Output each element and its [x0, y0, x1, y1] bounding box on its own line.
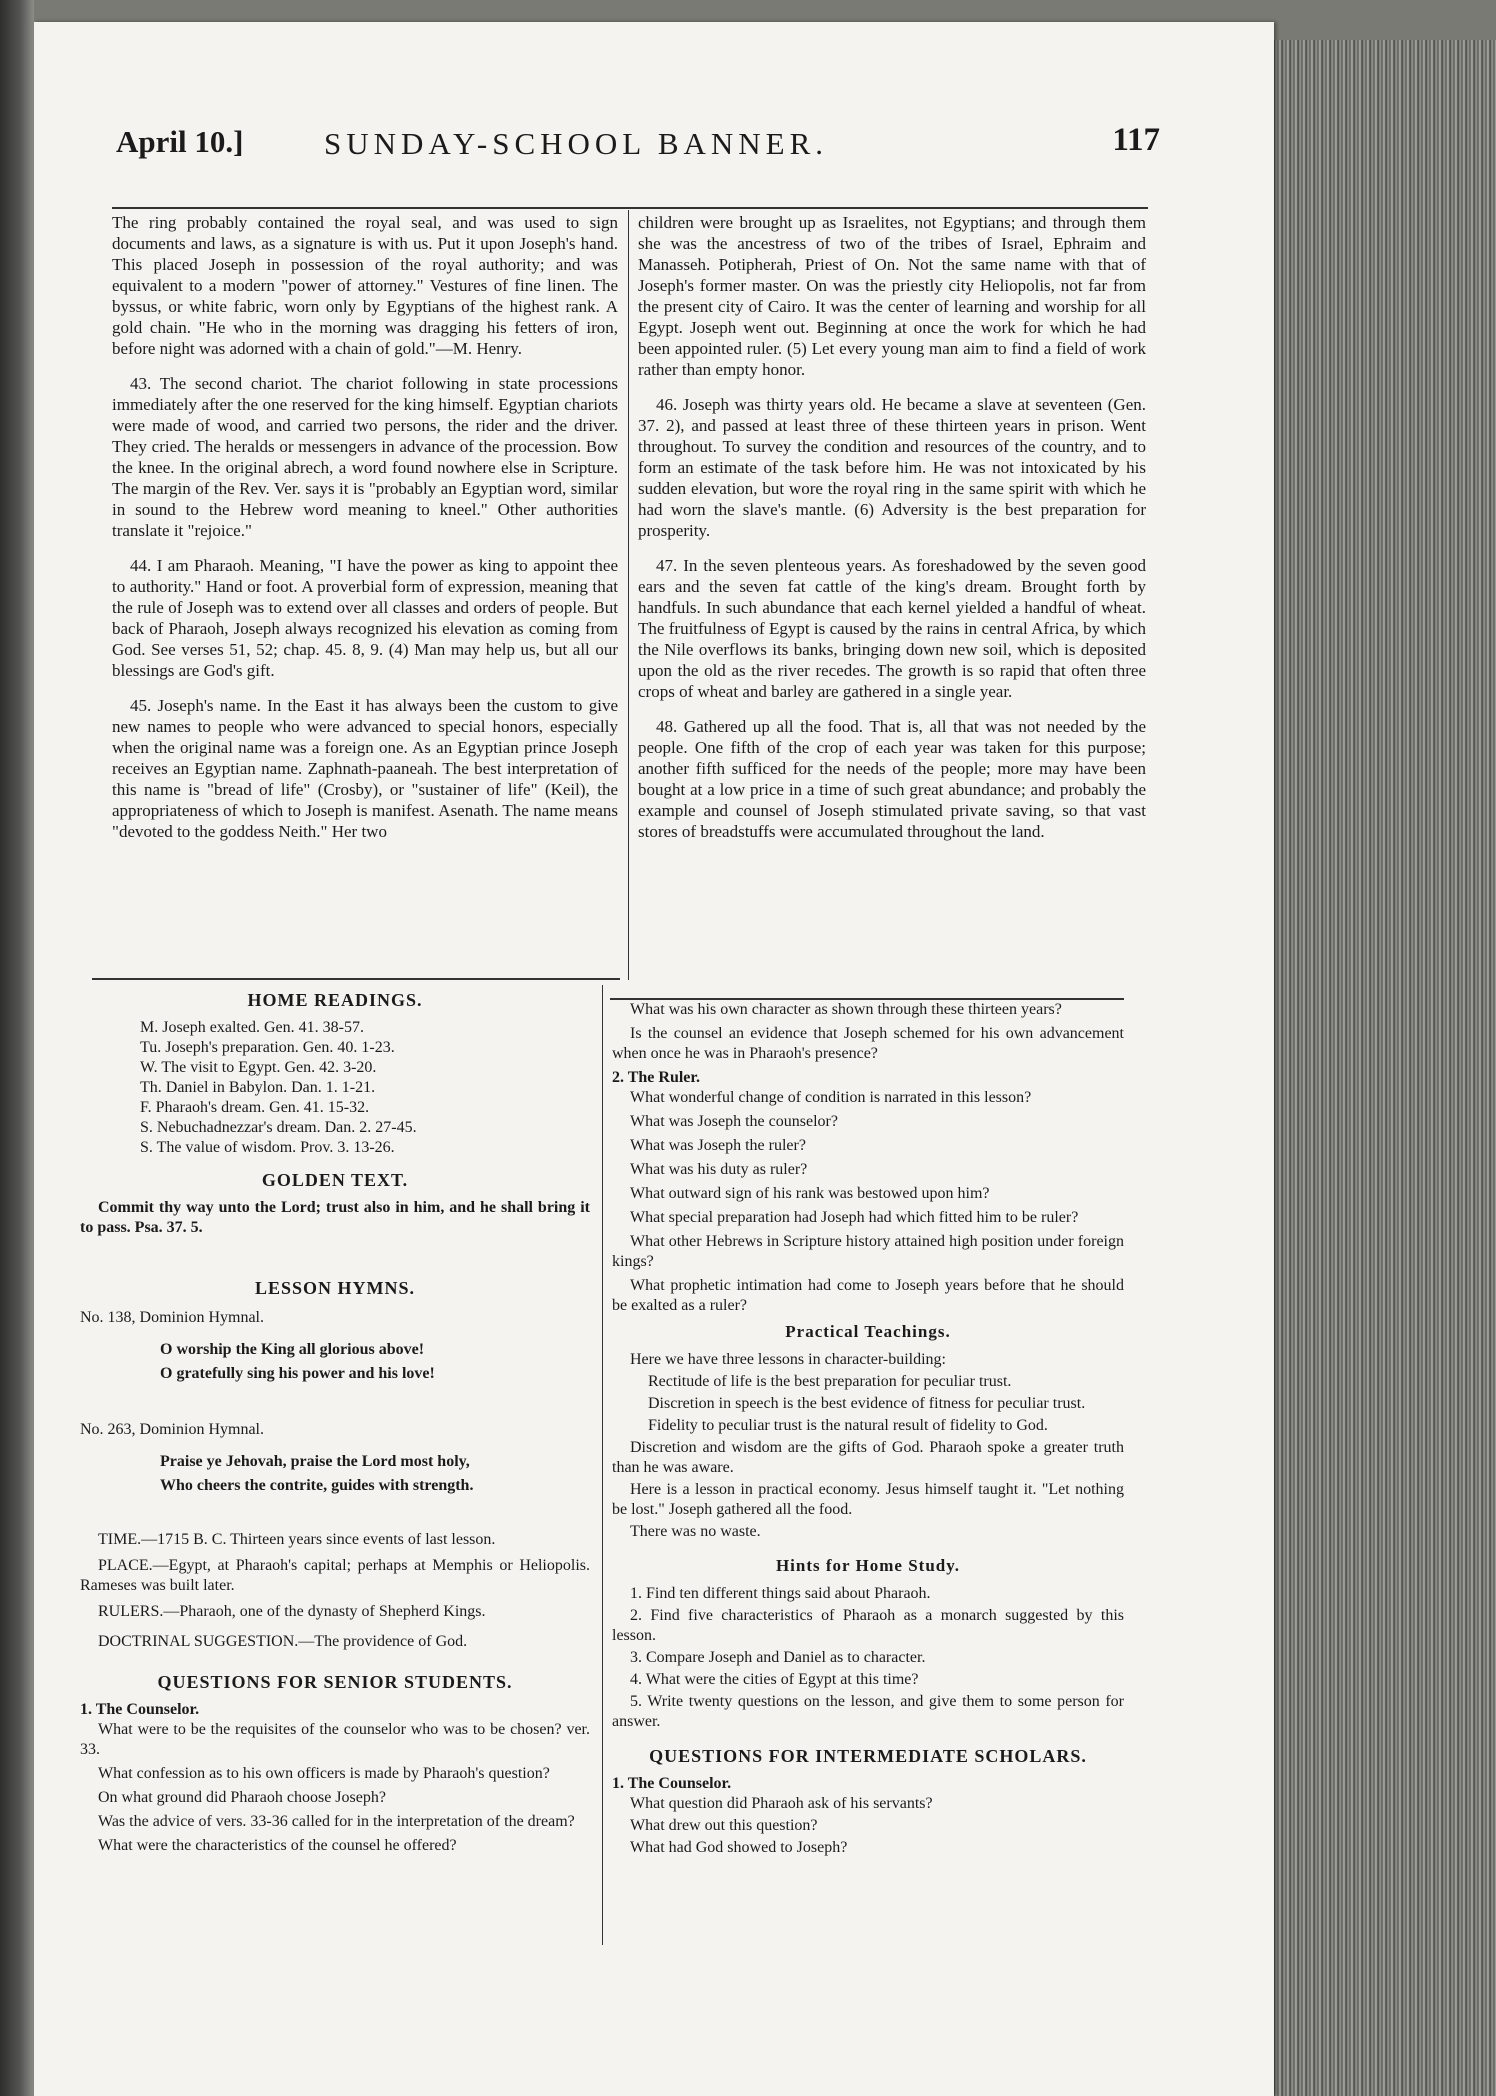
hint-item: 1. Find ten different things said about Pharaoh.	[630, 1585, 931, 1602]
practical-paragraph: Here is a lesson in practical economy. Jesus himself taught it. "Let nothing be lost." Joseph gathered all the food.	[612, 1481, 1124, 1518]
golden-text: Commit thy way unto the Lord; trust also in him, and he shall bring it to pass. Psa. 37. 5.	[80, 1199, 590, 1236]
place-note: PLACE.—Egypt, at Pharaoh's capital; perhaps at Memphis or Heliopolis. Rameses was built later.	[80, 1557, 590, 1594]
question: What prophetic intimation had come to Joseph years before that he should be exalted as a ruler?	[612, 1277, 1124, 1314]
question: What question did Pharaoh ask of his servants?	[630, 1795, 933, 1812]
page-stack-edge	[1274, 40, 1496, 2096]
intermediate-questions-title: QUESTIONS FOR INTERMEDIATE SCHOLARS.	[649, 1746, 1087, 1766]
question: What was Joseph the ruler?	[630, 1137, 806, 1154]
practical-lesson: Discretion in speech is the best evidence of fitness for peculiar trust.	[648, 1395, 1086, 1412]
reading-item: Tu. Joseph's preparation. Gen. 40. 1-23.	[140, 1039, 395, 1056]
question: What was his own character as shown through these thirteen years?	[630, 1001, 1062, 1018]
doctrinal-suggestion: DOCTRINAL SUGGESTION.—The providence of God.	[98, 1633, 468, 1650]
hints-list	[612, 1584, 1124, 1732]
hymn2-line: Praise ye Jehovah, praise the Lord most holy,	[160, 1453, 470, 1470]
top-left-column	[112, 212, 618, 856]
question: What wonderful change of condition is narrated in this lesson?	[630, 1089, 1032, 1106]
senior-questions-2	[612, 1088, 1124, 1316]
reading-item: F. Pharaoh's dream. Gen. 41. 15-32.	[140, 1099, 370, 1116]
hints-title: Hints for Home Study.	[775, 1556, 961, 1575]
header-rule	[112, 207, 1148, 209]
practical-lesson: Fidelity to peculiar trust is the natural result of fidelity to God.	[648, 1417, 1048, 1434]
practical-paragraph: Discretion and wisdom are the gifts of God. Pharaoh spoke a greater truth than he was aware.	[612, 1439, 1124, 1476]
hint-item: 5. Write twenty questions on the lesson, and give them to some person for answer.	[612, 1693, 1124, 1730]
intermediate-section-1: 1. The Counselor.	[612, 1775, 732, 1792]
paragraph-43: 43. The second chariot. The chariot following in state processions immediately after the one reserved for the king himself. Egyptian chariots were made of wood, and carried two persons, the rider and the driver. They cried. The heralds or messengers in advance of the procession. Bow the knee. In the original abrech, a word found nowhere else in Scripture. The margin of the Rev. Ver. says it is "probably an Egyptian word, similar in sound to the Hebrew word meaning to kneel." Other authorities translate it "rejoice."	[112, 374, 618, 540]
practical-paragraph: There was no waste.	[630, 1523, 761, 1540]
hymn2-line: Who cheers the contrite, guides with strength.	[160, 1477, 474, 1494]
hint-item: 4. What were the cities of Egypt at this time?	[630, 1671, 919, 1688]
paragraph: children were brought up as Israelites, not Egyptians; and through them she was the ancestress of two of the tribes of Israel, Ephraim and Manasseh. Potipherah, Priest of On. Not the same name with that of Joseph's former master. On was the priestly city Heliopolis, not far from the present city of Cairo. It was the center of learning and worship for all Egypt. Joseph went out. Beginning at once the work for which he had been appointed ruler. (5) Let every young man aim to find a field of work rather than empty honor.	[638, 213, 1146, 379]
paragraph-46: 46. Joseph was thirty years old. He became a slave at seventeen (Gen. 37. 2), and passed at least three of these thirteen years in prison. Went throughout. To survey the condition and resources of the country, and to form an estimate of the task before him. He was not intoxicated by his sudden elevation, but wore the royal ring in the same spirit with which he had worn the slave's mantle. (6) Adversity is the best preparation for prosperity.	[638, 395, 1146, 540]
paragraph-45: 45. Joseph's name. In the East it has always been the custom to give new names to people who were advanced to special honors, especially when the original name was a foreign one. As an Egyptian prince Joseph receives an Egyptian name. Zaphnath-paaneah. The best interpretation of this name is "bread of life" (Crosby), or "sustainer of life" (Keil), the appropriateness of which to Joseph is manifest. Asenath. The name means "devoted to the goddess Neith." Her two	[112, 696, 618, 841]
practical-lesson: Rectitude of life is the best preparation for peculiar trust.	[648, 1373, 1012, 1390]
reading-item: M. Joseph exalted. Gen. 41. 38-57.	[140, 1019, 364, 1036]
paragraph-47: 47. In the seven plenteous years. As foreshadowed by the seven good ears and the seven fat cattle of the king's dream. Brought forth by handfuls. In such abundance that each kernel yielded a handful of wheat. The fruitfulness of Egypt is caused by the rains in central Africa, by which the Nile overflows its banks, bringing down new soil, which is deposited upon the old as the river recedes. The growth is so rapid that often three crops of wheat and barley are gathered in a single year.	[638, 556, 1146, 701]
hymn1-line: O gratefully sing his power and his love!	[160, 1365, 435, 1382]
time-note: TIME.—1715 B. C. Thirteen years since events of last lesson.	[98, 1531, 496, 1548]
practical-teachings	[612, 1350, 1124, 1542]
senior-questions-title: QUESTIONS FOR SENIOR STUDENTS.	[157, 1672, 513, 1692]
header-date: April 10.]	[116, 124, 244, 159]
header-title: SUNDAY-SCHOOL BANNER.	[324, 126, 829, 161]
question: What were the characteristics of the counsel he offered?	[98, 1837, 457, 1854]
reading-item: Th. Daniel in Babylon. Dan. 1. 1-21.	[140, 1079, 376, 1096]
hymn1-ref: No. 138, Dominion Hymnal.	[80, 1309, 264, 1326]
section-rule-left	[92, 978, 620, 980]
column-divider-top	[628, 210, 629, 980]
question: What outward sign of his rank was bestowed upon him?	[630, 1185, 990, 1202]
lesson-hymns-title: LESSON HYMNS.	[254, 1278, 416, 1298]
question: What had God showed to Joseph?	[630, 1839, 848, 1856]
question: What confession as to his own officers is made by Pharaoh's question?	[98, 1765, 550, 1782]
bottom-right-column	[612, 1000, 1124, 1860]
question: What drew out this question?	[630, 1817, 818, 1834]
running-header	[84, 118, 1160, 198]
question: What were to be the requisites of the counselor who was to be chosen? ver. 33.	[80, 1721, 590, 1758]
hint-item: 2. Find five characteristics of Pharaoh as a monarch suggested by this lesson.	[612, 1607, 1124, 1644]
question: Was the advice of vers. 33-36 called for in the interpretation of the dream?	[98, 1813, 575, 1830]
book-gutter	[0, 0, 34, 2096]
hint-item: 3. Compare Joseph and Daniel as to character.	[630, 1649, 926, 1666]
practical-teachings-title: Practical Teachings.	[785, 1322, 951, 1341]
paragraph-48: 48. Gathered up all the food. That is, all that was not needed by the people. One fifth of the crop of each year was taken for this purpose; another fifth sufficed for the needs of the people; more may have been bought at a low price in a time of such great abundance; and probably the example and counsel of Joseph stimulated private saving, so that vast stores of breadstuffs were accumulated throughout the land.	[638, 717, 1146, 841]
intermediate-questions	[612, 1794, 1124, 1858]
question: What was his duty as ruler?	[630, 1161, 808, 1178]
question: On what ground did Pharaoh choose Joseph?	[98, 1789, 386, 1806]
bottom-left-column	[80, 984, 590, 1860]
senior-section-2: 2. The Ruler.	[612, 1069, 701, 1086]
golden-text-title: GOLDEN TEXT.	[261, 1170, 409, 1190]
senior-questions-1	[80, 1720, 590, 1856]
paragraph-44: 44. I am Pharaoh. Meaning, "I have the power as king to appoint thee to authority." Hand or foot. A proverbial form of expression, meaning that the rule of Joseph was to extend over all classes and orders of people. But back of Pharaoh, Joseph always recognized his elevation as coming from God. See verses 51, 52; chap. 45. 8, 9. (4) Man may help us, but all our blessings are God's gift.	[112, 556, 618, 680]
reading-item: S. Nebuchadnezzar's dream. Dan. 2. 27-45.	[140, 1119, 417, 1136]
hymn1-line: O worship the King all glorious above!	[160, 1341, 425, 1358]
question: What special preparation had Joseph had which fitted him to be ruler?	[630, 1209, 1079, 1226]
question: Is the counsel an evidence that Joseph schemed for his own advancement when once he was in Pharaoh's presence?	[612, 1025, 1124, 1062]
reading-item: W. The visit to Egypt. Gen. 42. 3-20.	[140, 1059, 377, 1076]
rulers-note: RULERS.—Pharaoh, one of the dynasty of Shepherd Kings.	[98, 1603, 486, 1620]
home-readings-list	[80, 1018, 590, 1158]
reading-item: S. The value of wisdom. Prov. 3. 13-26.	[140, 1139, 395, 1156]
top-right-column	[638, 212, 1146, 856]
column-divider-bottom	[602, 985, 603, 1945]
question: What was Joseph the counselor?	[630, 1113, 838, 1130]
hymn2-ref: No. 263, Dominion Hymnal.	[80, 1421, 264, 1438]
practical-intro: Here we have three lessons in character-building:	[630, 1351, 946, 1368]
question: What other Hebrews in Scripture history attained high position under foreign kings?	[612, 1233, 1124, 1270]
senior-questions-1-cont	[612, 1000, 1124, 1064]
home-readings-title: HOME READINGS.	[247, 990, 423, 1010]
page-number: 117	[1112, 122, 1160, 158]
paragraph: The ring probably contained the royal seal, and was used to sign documents and laws, as a signature is with us. Put it upon Joseph's hand. This placed Joseph in possession of the royal authority; and was equivalent to a modern "power of attorney." Vestures of fine linen. The byssus, or white fabric, worn only by Egyptians of the highest rank. A gold chain. "He who in the morning was dragging his fetters of iron, before night was adorned with a chain of gold."—M. Henry.	[112, 213, 618, 358]
senior-section-1: 1. The Counselor.	[80, 1701, 200, 1718]
